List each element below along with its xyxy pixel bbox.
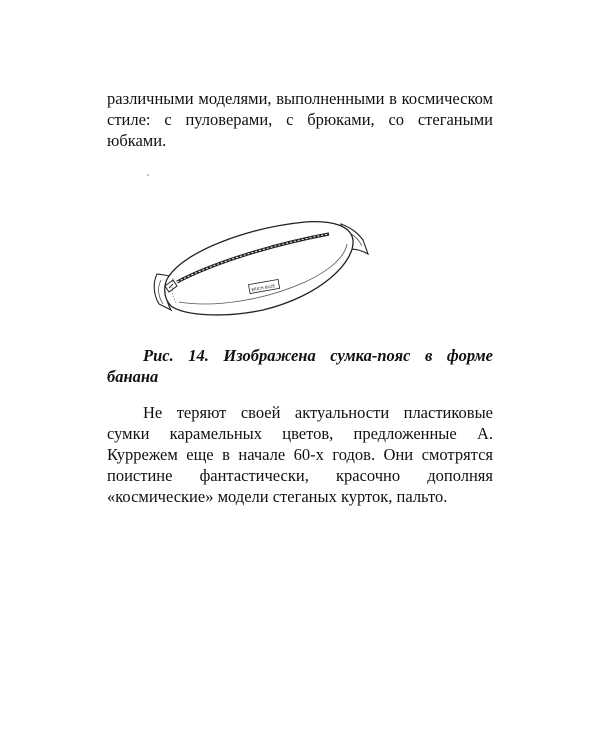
text-block-top [107, 88, 493, 151]
bag-label-text: ERICH BLUE [251, 283, 276, 293]
figure-caption: Рис. 14. Изображена сумка-пояс в форме банана [107, 346, 493, 386]
belt-bag-illustration [145, 170, 385, 330]
paragraph-bottom: Не теряют своей актуальности пластиковые сумки карамельных цветов, предложенные А. Куррежем еще в начале 60-х годов. Они смотрятся поистине фантастически, красочно дополняя «космические» модели стеганых курток, пальто. [107, 403, 493, 506]
paragraph-top: различными моделями, выполненными в космическом стиле: с пуловерами, с брюками, со стегаными юбками. [107, 89, 493, 150]
text-block-bottom [107, 402, 493, 507]
figure-belt-bag [145, 170, 385, 330]
